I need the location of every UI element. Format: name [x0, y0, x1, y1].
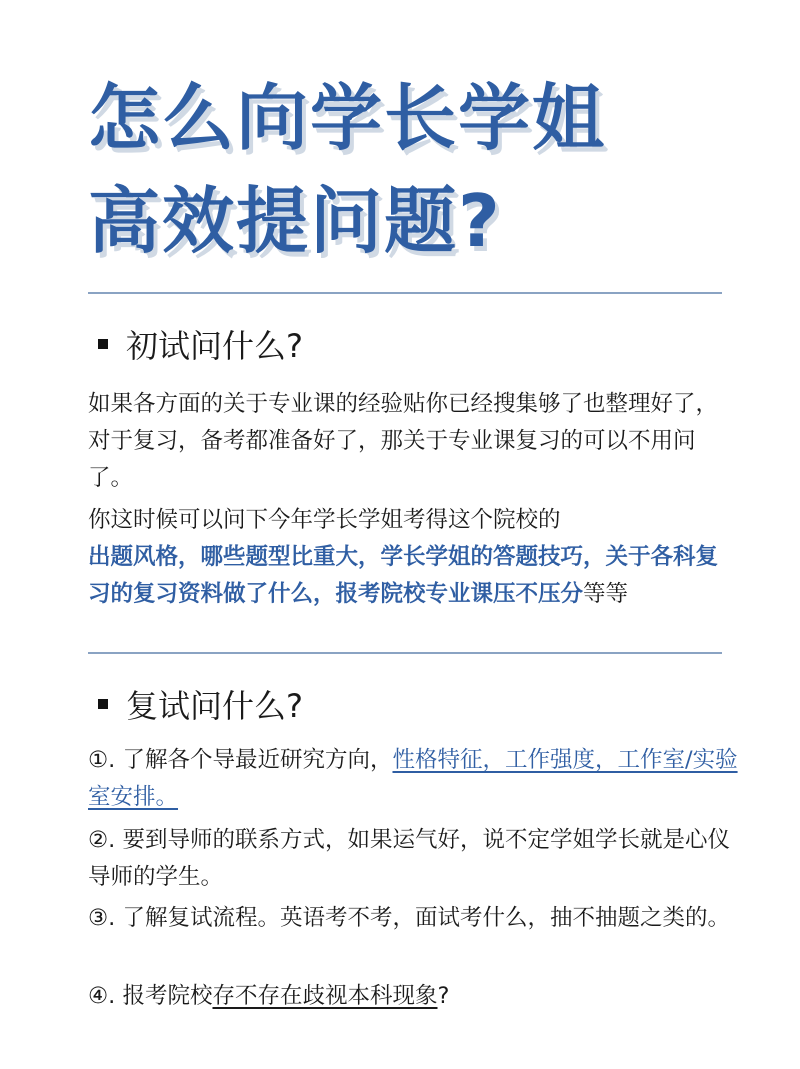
section-heading-initial-exam — [98, 327, 303, 365]
paragraph-suffix: 等等 — [583, 581, 629, 607]
divider-top — [88, 292, 722, 294]
section-heading-retest — [98, 687, 303, 725]
square-bullet-icon — [98, 339, 108, 349]
paragraph-what-to-ask — [88, 502, 738, 613]
list-item-4 — [88, 978, 738, 1015]
paragraph-prefix: 你这时候可以问下今年学长学姐考得这个院校的 — [88, 507, 561, 533]
square-bullet-icon — [98, 699, 108, 709]
list-item-1 — [88, 742, 738, 816]
section-heading-label: 初试问什么? — [126, 327, 303, 365]
underlined-discrimination-question: 存不存在歧视本科现象 — [212, 983, 438, 1009]
highlighted-advisor-traits: 性格特征，工作强度，工作室/实验室安排。 — [88, 747, 738, 810]
divider-middle — [88, 652, 722, 654]
list-item-3: ③. 了解复试流程。英语考不考，面试考什么，抽不抽题之类的。 — [88, 905, 730, 931]
list-item-text: ④. 报考院校 — [88, 983, 213, 1009]
page-title-line-1: 怎么向学长学姐 — [88, 76, 607, 160]
paragraph-experience: 如果各方面的关于专业课的经验贴你已经搜集够了也整理好了，对于复习，备考都准备好了，那关于专业课复习的可以不用问了。 — [88, 391, 719, 491]
section-heading-label: 复试问什么? — [126, 687, 303, 725]
list-item-text: ①. 了解各个导最近研究方向， — [88, 747, 393, 773]
page-title-line-2: 高效提问题? — [88, 179, 502, 263]
list-item-2: ②. 要到导师的联系方式，如果运气好，说不定学姐学长就是心仪导师的学生。 — [88, 827, 730, 890]
highlighted-questions: 出题风格，哪些题型比重大，学长学姐的答题技巧，关于各科复习的复习资料做了什么，报考院校专业课压不压分 — [88, 544, 719, 607]
list-item-suffix: ? — [437, 983, 450, 1009]
